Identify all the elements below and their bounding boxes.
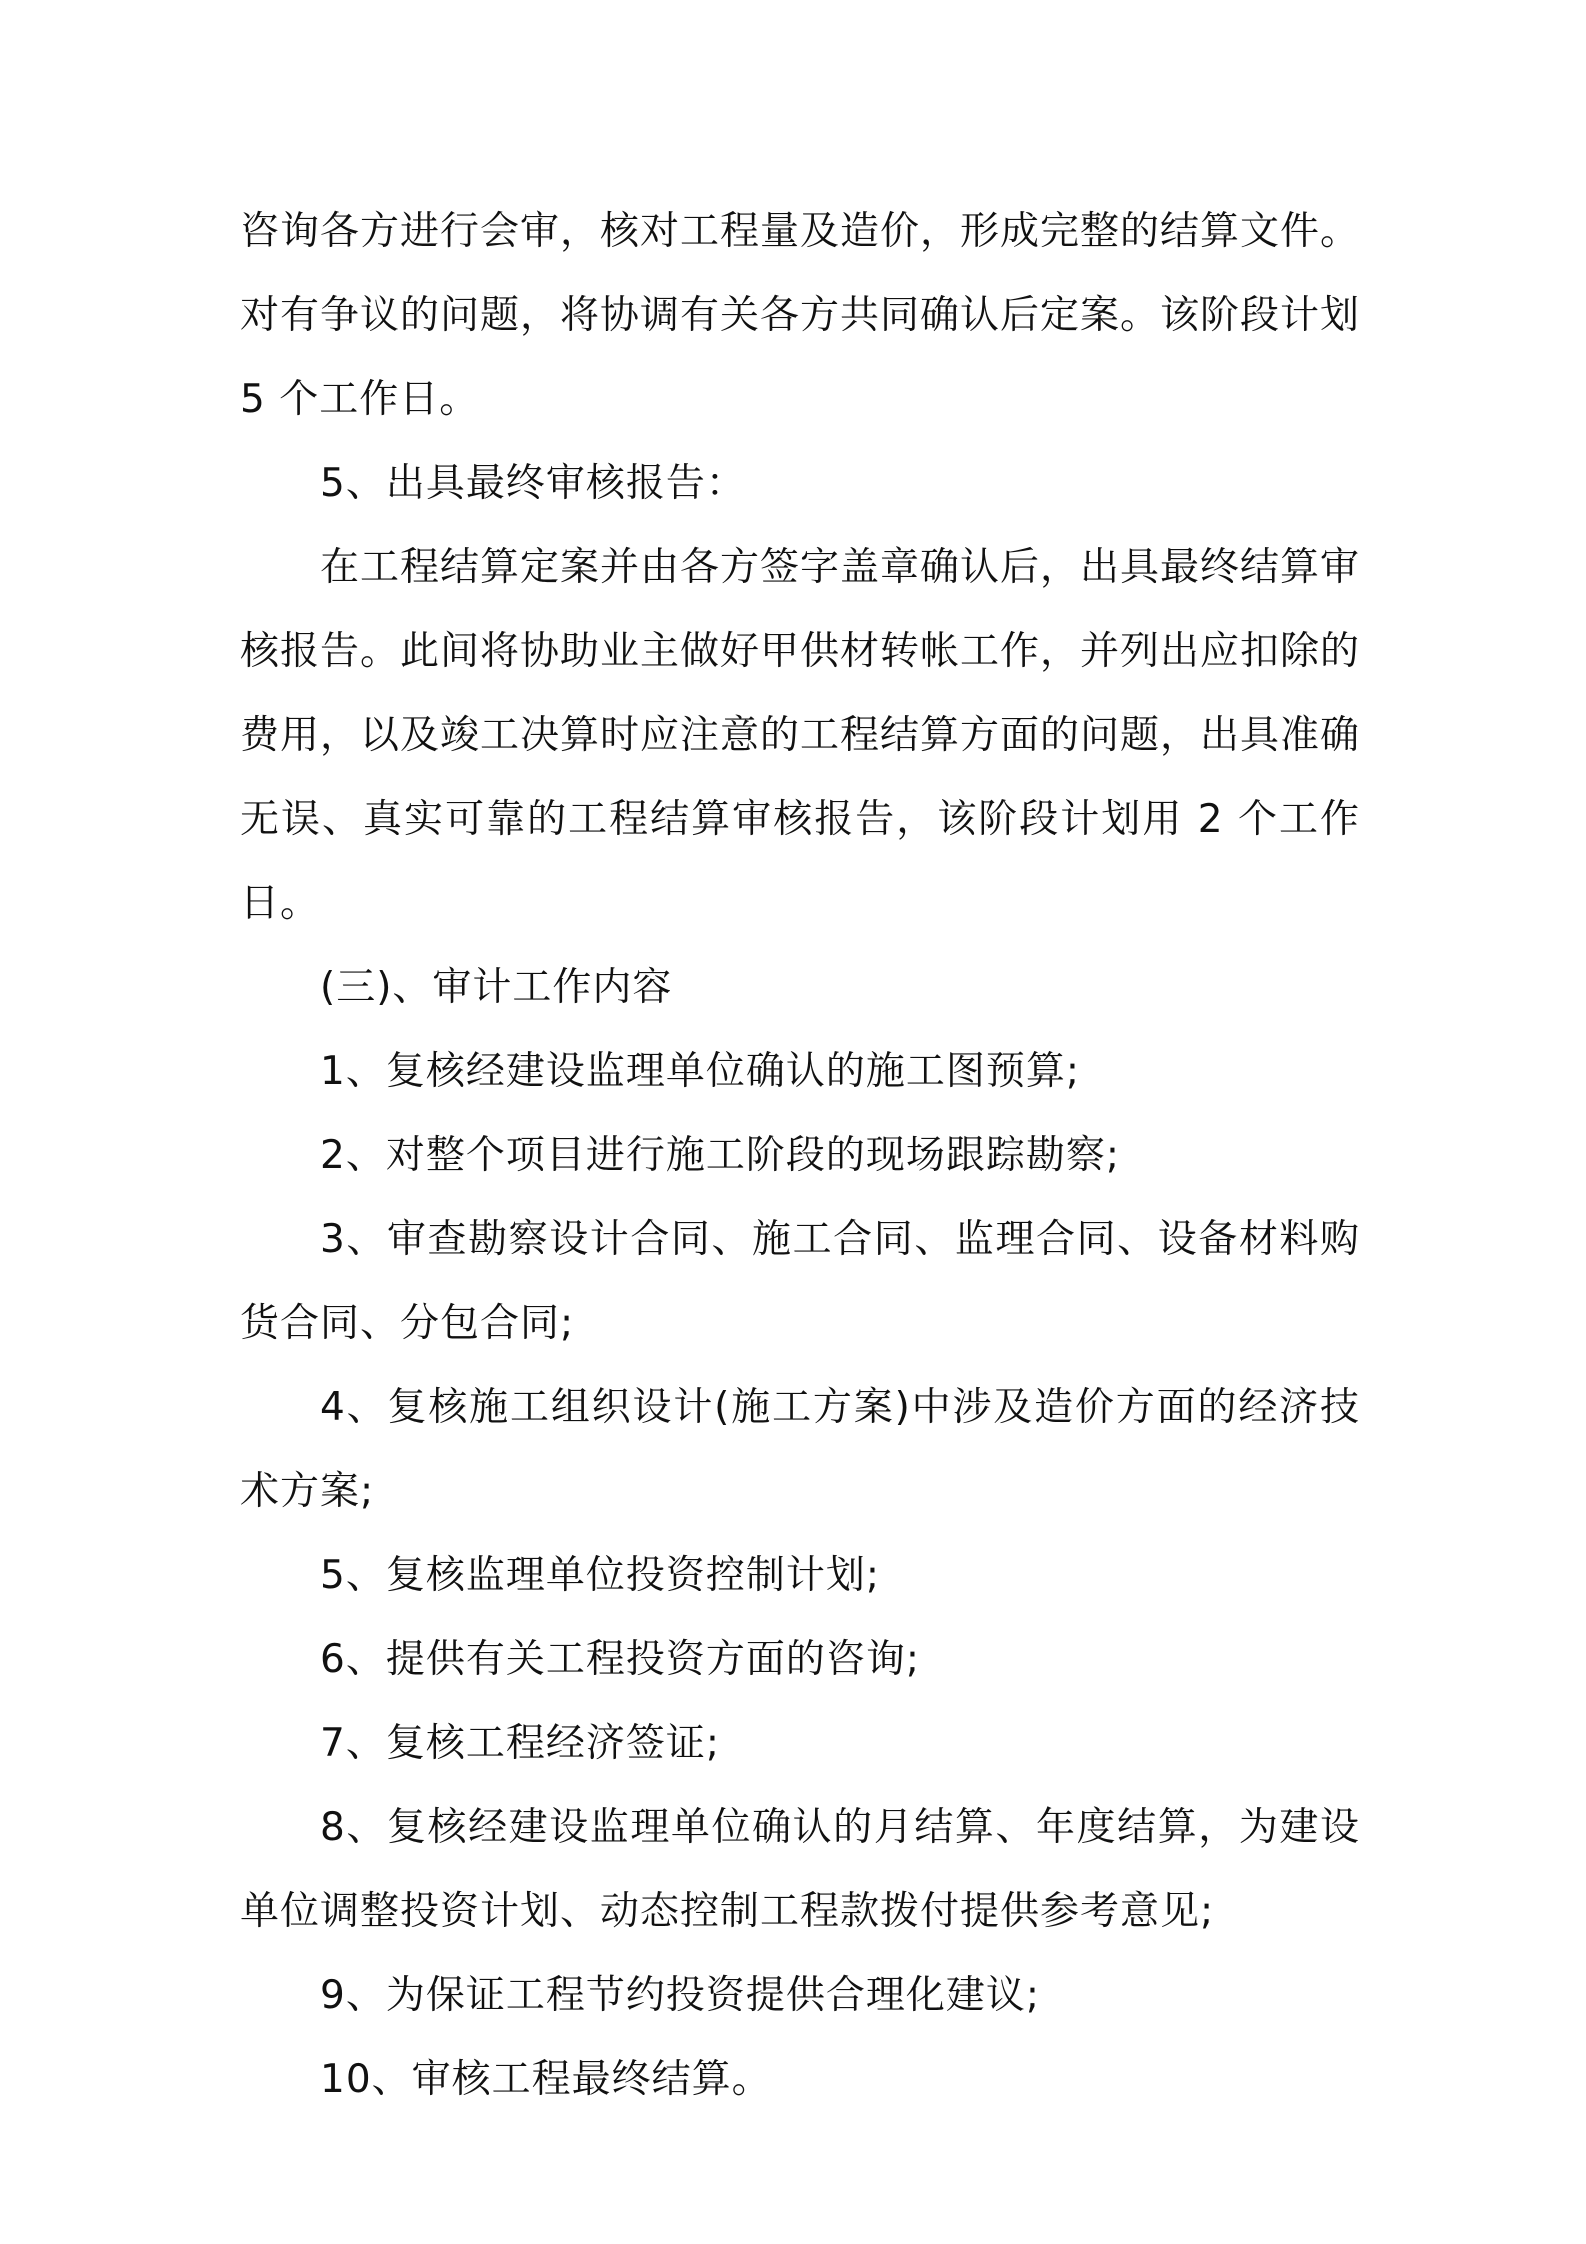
list-item: 4、复核施工组织设计(施工方案)中涉及造价方面的经济技术方案; <box>240 1385 1360 1514</box>
list-item: 9、为保证工程节约投资提供合理化建议; <box>320 1973 1040 2018</box>
list-item: 2、对整个项目进行施工阶段的现场跟踪勘察; <box>320 1133 1120 1178</box>
list-item: 6、提供有关工程投资方面的咨询; <box>320 1637 920 1682</box>
list-item: 1、复核经建设监理单位确认的施工图预算; <box>320 1049 1080 1094</box>
list-item: 5、复核监理单位投资控制计划; <box>320 1553 880 1598</box>
heading-final-report: 5、出具最终审核报告： <box>320 461 746 506</box>
list-item: 8、复核经建设监理单位确认的月结算、年度结算，为建设单位调整投资计划、动态控制工程款拨付提供参考意见; <box>240 1805 1360 1934</box>
list-item: 7、复核工程经济签证; <box>320 1721 720 1766</box>
heading-audit-content: (三)、审计工作内容 <box>320 965 673 1010</box>
document-body <box>240 190 1360 2122</box>
paragraph-final-report: 在工程结算定案并由各方签字盖章确认后，出具最终结算审核报告。此间将协助业主做好甲供材转帐工作，并列出应扣除的费用，以及竣工决算时应注意的工程结算方面的问题，出具准确无误、真实可靠的工程结算审核报告，该阶段计划用 2 个工作日。 <box>240 545 1361 926</box>
list-item: 3、审查勘察设计合同、施工合同、监理合同、设备材料购货合同、分包合同; <box>240 1217 1360 1346</box>
paragraph-settlement-review: 咨询各方进行会审，核对工程量及造价，形成完整的结算文件。对有争议的问题，将协调有关各方共同确认后定案。该阶段计划 5 个工作日。 <box>240 209 1361 422</box>
list-item: 10、审核工程最终结算。 <box>320 2057 772 2102</box>
